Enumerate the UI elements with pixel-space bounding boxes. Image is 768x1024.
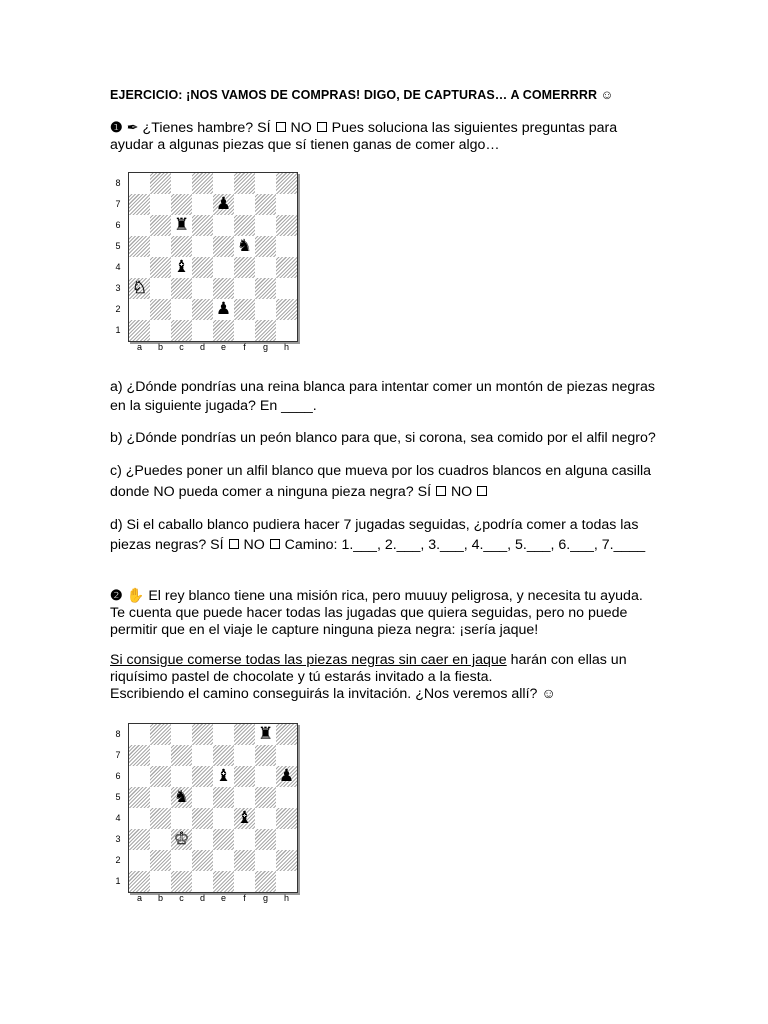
file-label-b: b — [157, 893, 163, 903]
black-pawn-e2: ♟ — [215, 299, 232, 319]
square-d5 — [192, 787, 213, 808]
square-g1 — [255, 871, 276, 892]
square-b8 — [150, 724, 171, 745]
square-f5 — [234, 236, 255, 257]
file-label-e: e — [220, 893, 226, 903]
square-e7 — [213, 194, 234, 215]
no-label: NO — [450, 484, 473, 500]
rank-label-2: 2 — [115, 304, 121, 314]
square-b3 — [150, 278, 171, 299]
square-c8 — [171, 724, 192, 745]
square-g8 — [255, 724, 276, 745]
underlined-condition: Si consigue comerse todas las piezas negras sin caer en jaque — [110, 652, 507, 668]
square-f8 — [234, 724, 255, 745]
square-d1 — [192, 871, 213, 892]
black-rook-g8: ♜ — [257, 724, 274, 744]
square-c1 — [171, 320, 192, 341]
exercise-1-intro-line-1 — [110, 120, 617, 137]
pen-icon: ✒ — [126, 120, 139, 136]
checkbox-no[interactable] — [317, 122, 327, 132]
square-a2 — [129, 850, 150, 871]
square-a1 — [129, 871, 150, 892]
file-label-b: b — [157, 342, 163, 352]
square-e1 — [213, 320, 234, 341]
white-king-c3: ♔ — [173, 829, 190, 849]
square-a2 — [129, 299, 150, 320]
square-a3 — [129, 829, 150, 850]
square-a5 — [129, 787, 150, 808]
square-b4 — [150, 257, 171, 278]
exercise-2-line-4-end: harán con ellas un — [506, 652, 627, 668]
square-b1 — [150, 871, 171, 892]
no-label: NO — [243, 537, 265, 553]
square-c4 — [171, 257, 192, 278]
rank-label-6: 6 — [115, 771, 121, 781]
square-h7 — [276, 194, 297, 215]
file-label-h: h — [283, 893, 289, 903]
intro-text: Pues soluciona las siguientes preguntas para — [331, 120, 618, 136]
checkbox-d-yes[interactable] — [229, 539, 239, 549]
square-e3 — [213, 278, 234, 299]
rank-label-3: 3 — [115, 283, 121, 293]
square-a8 — [129, 724, 150, 745]
square-g2 — [255, 299, 276, 320]
exercise-2-line-3: permitir que en el viaje le capture ninguna pieza negra: ¡sería jaque! — [110, 622, 539, 638]
exercise-2-line-5: riquísimo pastel de chocolate y tú estarás invitado a la fiesta. — [110, 669, 493, 685]
square-d7 — [192, 194, 213, 215]
file-label-d: d — [199, 893, 205, 903]
exercise-2-line-4 — [110, 652, 627, 669]
square-b3 — [150, 829, 171, 850]
file-label-f: f — [243, 893, 246, 903]
square-f2 — [234, 299, 255, 320]
square-c5 — [171, 787, 192, 808]
rank-label-1: 1 — [115, 325, 121, 335]
square-g4 — [255, 257, 276, 278]
square-e6 — [213, 215, 234, 236]
square-h5 — [276, 236, 297, 257]
square-d8 — [192, 724, 213, 745]
square-d6 — [192, 766, 213, 787]
rank-label-8: 8 — [115, 178, 121, 188]
square-b7 — [150, 745, 171, 766]
file-label-c: c — [179, 342, 184, 352]
square-c7 — [171, 194, 192, 215]
square-f4 — [234, 808, 255, 829]
exercise-2-line-2: Te cuenta que puede hacer todas las jugadas que quiera seguidas, pero no puede — [110, 605, 628, 621]
rank-label-7: 7 — [115, 750, 121, 760]
square-b1 — [150, 320, 171, 341]
square-a7 — [129, 194, 150, 215]
file-label-e: e — [220, 342, 226, 352]
square-f5 — [234, 787, 255, 808]
question-b: b) ¿Dónde pondrías un peón blanco para que, si corona, sea comido por el alfil negro? — [110, 430, 656, 446]
square-f7 — [234, 194, 255, 215]
question-c-line-1: c) ¿Puedes poner un alfil blanco que mueva por los cuadros blancos en alguna casilla — [110, 463, 652, 479]
square-f8 — [234, 173, 255, 194]
square-a4 — [129, 257, 150, 278]
no-label: NO — [290, 120, 312, 136]
square-h6 — [276, 766, 297, 787]
square-a6 — [129, 215, 150, 236]
rank-label-3: 3 — [115, 834, 121, 844]
square-a7 — [129, 745, 150, 766]
square-f1 — [234, 871, 255, 892]
square-g6 — [255, 215, 276, 236]
square-c4 — [171, 808, 192, 829]
question-c-text: donde NO pueda comer a ninguna pieza negra? SÍ — [110, 484, 432, 500]
square-b8 — [150, 173, 171, 194]
square-c7 — [171, 745, 192, 766]
square-f6 — [234, 215, 255, 236]
black-knight-f5: ♞ — [236, 236, 253, 256]
exercise-2-line-1 — [110, 588, 643, 605]
square-a4 — [129, 808, 150, 829]
square-e5 — [213, 236, 234, 257]
square-b2 — [150, 850, 171, 871]
square-d1 — [192, 320, 213, 341]
square-g8 — [255, 173, 276, 194]
square-h2 — [276, 299, 297, 320]
hungry-question: ¿Tienes hambre? SÍ — [142, 120, 271, 136]
square-e3 — [213, 829, 234, 850]
file-label-g: g — [262, 342, 268, 352]
black-bishop-e6: ♝ — [215, 766, 232, 786]
square-h4 — [276, 257, 297, 278]
board-1-grid — [128, 172, 298, 342]
square-d3 — [192, 278, 213, 299]
square-g3 — [255, 829, 276, 850]
square-g5 — [255, 787, 276, 808]
square-a1 — [129, 320, 150, 341]
path-blanks: Camino: 1.___, 2.___, 3.___, 4.___, 5.___, 6.___, 7.____ — [284, 537, 646, 553]
square-h6 — [276, 215, 297, 236]
file-label-d: d — [199, 342, 205, 352]
rank-label-4: 4 — [115, 262, 121, 272]
square-c2 — [171, 299, 192, 320]
file-label-c: c — [179, 893, 184, 903]
question-d-text: piezas negras? SÍ — [110, 537, 224, 553]
exercise-2-line-6: Escribiendo el camino conseguirás la invitación. ¿Nos veremos allí? ☺ — [110, 686, 556, 702]
square-b5 — [150, 787, 171, 808]
square-d6 — [192, 215, 213, 236]
square-g6 — [255, 766, 276, 787]
square-c6 — [171, 766, 192, 787]
square-e4 — [213, 257, 234, 278]
square-h5 — [276, 787, 297, 808]
file-label-h: h — [283, 342, 289, 352]
square-h7 — [276, 745, 297, 766]
square-e8 — [213, 724, 234, 745]
file-label-f: f — [243, 342, 246, 352]
question-d-line-2 — [110, 537, 645, 554]
square-b6 — [150, 215, 171, 236]
exercise-1-intro-line-2: ayudar a algunas piezas que sí tienen ganas de comer algo… — [110, 137, 500, 153]
square-e7 — [213, 745, 234, 766]
square-d3 — [192, 829, 213, 850]
square-f1 — [234, 320, 255, 341]
square-f3 — [234, 278, 255, 299]
square-e5 — [213, 787, 234, 808]
question-a-line-1: a) ¿Dónde pondrías una reina blanca para intentar comer un montón de piezas negras — [110, 379, 655, 395]
square-a8 — [129, 173, 150, 194]
square-g3 — [255, 278, 276, 299]
square-h2 — [276, 850, 297, 871]
square-c6 — [171, 215, 192, 236]
rank-label-1: 1 — [115, 876, 121, 886]
checkbox-yes[interactable] — [276, 122, 286, 132]
checkbox-d-no[interactable] — [270, 539, 280, 549]
rank-label-5: 5 — [115, 241, 121, 251]
square-g1 — [255, 320, 276, 341]
square-c1 — [171, 871, 192, 892]
square-g2 — [255, 850, 276, 871]
square-f7 — [234, 745, 255, 766]
square-e1 — [213, 871, 234, 892]
file-label-a: a — [136, 893, 142, 903]
page-title: EJERCICIO: ¡NOS VAMOS DE COMPRAS! DIGO, DE CAPTURAS… A COMERRRR ☺ — [110, 88, 614, 102]
checkbox-c-no[interactable] — [477, 486, 487, 496]
square-f3 — [234, 829, 255, 850]
square-h3 — [276, 278, 297, 299]
square-h8 — [276, 173, 297, 194]
square-e6 — [213, 766, 234, 787]
square-d8 — [192, 173, 213, 194]
exercise-2-text: El rey blanco tiene una misión rica, pero muuuy peligrosa, y necesita tu ayuda. — [148, 588, 643, 604]
question-a-line-2: en la siguiente jugada? En ____. — [110, 398, 317, 414]
exercise-1-marker: ❶ — [110, 120, 123, 136]
question-c-line-2 — [110, 484, 488, 501]
square-h3 — [276, 829, 297, 850]
square-f6 — [234, 766, 255, 787]
black-pawn-h6: ♟ — [278, 766, 295, 786]
square-d4 — [192, 808, 213, 829]
square-g7 — [255, 745, 276, 766]
square-h1 — [276, 320, 297, 341]
square-c2 — [171, 850, 192, 871]
rank-label-2: 2 — [115, 855, 121, 865]
square-g4 — [255, 808, 276, 829]
square-d7 — [192, 745, 213, 766]
black-bishop-c4: ♝ — [173, 257, 190, 277]
rank-label-6: 6 — [115, 220, 121, 230]
rank-label-7: 7 — [115, 199, 121, 209]
rank-label-8: 8 — [115, 729, 121, 739]
file-label-g: g — [262, 893, 268, 903]
black-bishop-f4: ♝ — [236, 808, 253, 828]
square-a5 — [129, 236, 150, 257]
chess-board-2 — [110, 723, 300, 908]
square-h1 — [276, 871, 297, 892]
square-h8 — [276, 724, 297, 745]
square-g5 — [255, 236, 276, 257]
square-d4 — [192, 257, 213, 278]
board-2-grid — [128, 723, 298, 893]
file-label-a: a — [136, 342, 142, 352]
black-knight-c5: ♞ — [173, 787, 190, 807]
exercise-2-marker: ❷ — [110, 588, 123, 604]
square-b6 — [150, 766, 171, 787]
square-e4 — [213, 808, 234, 829]
square-d5 — [192, 236, 213, 257]
square-c8 — [171, 173, 192, 194]
square-b7 — [150, 194, 171, 215]
square-c3 — [171, 278, 192, 299]
black-rook-c6: ♜ — [173, 215, 190, 235]
white-knight-a3: ♘ — [131, 278, 148, 298]
square-f2 — [234, 850, 255, 871]
square-b5 — [150, 236, 171, 257]
square-d2 — [192, 850, 213, 871]
square-a6 — [129, 766, 150, 787]
square-e2 — [213, 850, 234, 871]
square-e2 — [213, 299, 234, 320]
square-b4 — [150, 808, 171, 829]
square-c5 — [171, 236, 192, 257]
square-d2 — [192, 299, 213, 320]
square-h4 — [276, 808, 297, 829]
hand-icon: ✋ — [126, 588, 145, 604]
square-f4 — [234, 257, 255, 278]
square-c3 — [171, 829, 192, 850]
checkbox-c-yes[interactable] — [436, 486, 446, 496]
square-g7 — [255, 194, 276, 215]
question-d-line-1: d) Si el caballo blanco pudiera hacer 7 jugadas seguidas, ¿podría comer a todas las — [110, 517, 639, 533]
chess-board-1 — [110, 172, 300, 357]
square-b2 — [150, 299, 171, 320]
rank-label-4: 4 — [115, 813, 121, 823]
square-e8 — [213, 173, 234, 194]
black-pawn-e7: ♟ — [215, 194, 232, 214]
square-a3 — [129, 278, 150, 299]
rank-label-5: 5 — [115, 792, 121, 802]
